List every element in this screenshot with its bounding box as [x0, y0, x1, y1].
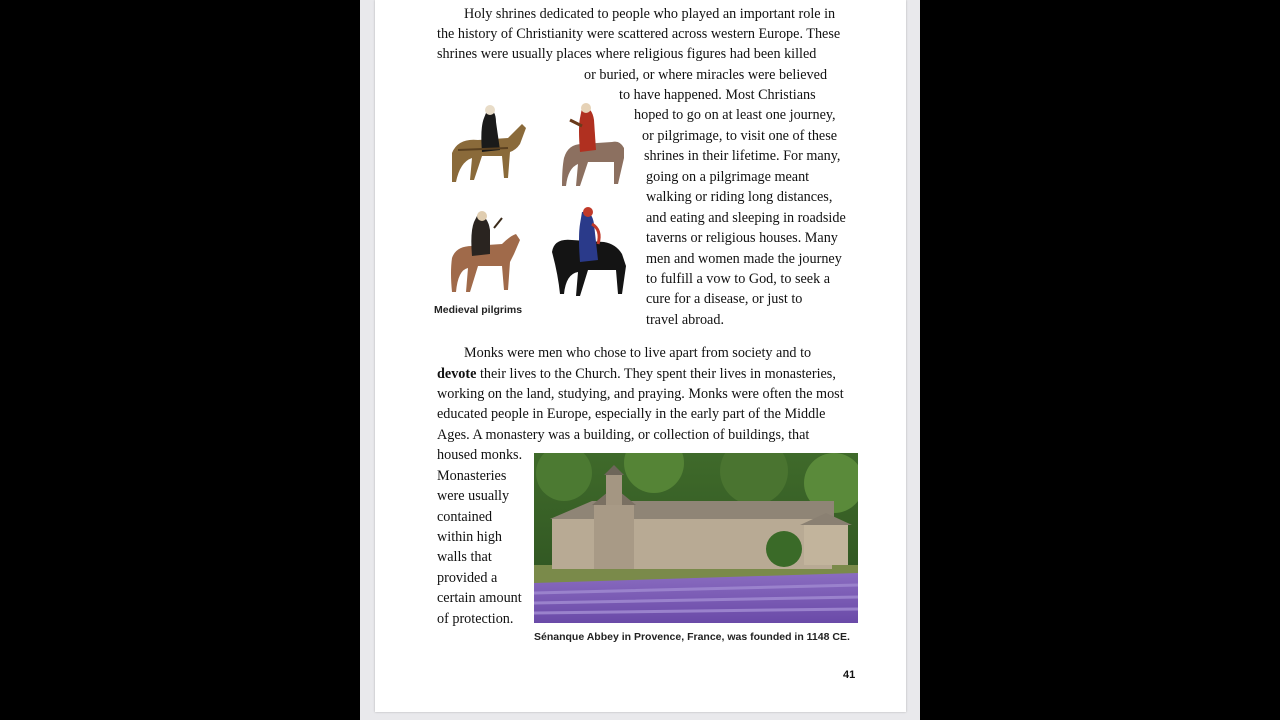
paragraph-2-line-text: their lives to the Church. They spent their lives in monasteries,	[476, 366, 836, 382]
paragraph-1-line: the history of Christianity were scattered across western Europe. These	[437, 26, 841, 42]
abbey-photo	[534, 453, 858, 623]
page-number: 41	[843, 669, 856, 681]
paragraph-2-line: of protection.	[437, 611, 514, 627]
paragraph-2-line: contained	[437, 509, 493, 525]
paragraph-1-line: Holy shrines dedicated to people who played an important role in	[464, 6, 836, 22]
paragraph-1-line: or pilgrimage, to visit one of these	[642, 128, 838, 144]
paragraph-2-line: were usually	[437, 488, 510, 504]
paragraph-2-line: Ages. A monastery was a building, or collection of buildings, that	[437, 427, 810, 443]
paragraph-1-line: to have happened. Most Christians	[619, 87, 816, 103]
paragraph-1-line: going on a pilgrimage meant	[646, 169, 810, 185]
paragraph-1-line: and eating and sleeping in roadside	[646, 210, 846, 226]
abbey-caption: Sénanque Abbey in Provence, France, was founded in 1148 CE.	[534, 631, 850, 643]
paragraph-2-line: walls that	[437, 549, 492, 565]
paragraph-2-line: certain amount	[437, 590, 522, 606]
paragraph-1-line: to fulfill a vow to God, to seek a	[646, 271, 831, 287]
paragraph-1-line: taverns or religious houses. Many	[646, 230, 838, 246]
paragraph-1-line: hoped to go on at least one journey,	[634, 107, 836, 123]
paragraph-1-line: shrines were usually places where religious figures had been killed	[437, 46, 817, 62]
paragraph-1-line: men and women made the journey	[646, 251, 842, 267]
pilgrim-on-horse-illustration	[444, 208, 524, 294]
pilgrim-on-horse-illustration	[548, 204, 630, 298]
paragraph-1-line: shrines in their lifetime. For many,	[644, 148, 841, 164]
paragraph-2-line: Monks were men who chose to live apart from society and to	[464, 345, 812, 361]
paragraph-2-line: educated people in Europe, especially in the early part of the Middle	[437, 406, 826, 422]
paragraph-2-line: housed monks.	[437, 447, 523, 463]
paragraph-1-line: cure for a disease, or just to	[646, 291, 803, 307]
vocabulary-word-devote: devote	[437, 366, 477, 382]
paragraph-1-line: walking or riding long distances,	[646, 189, 833, 205]
pilgrim-on-horse-illustration	[552, 98, 632, 190]
paragraph-1-line: or buried, or where miracles were believed	[584, 67, 828, 83]
paragraph-2-line: Monasteries	[437, 468, 507, 484]
pilgrim-on-horse-illustration	[438, 98, 530, 190]
pilgrims-caption: Medieval pilgrims	[434, 304, 523, 316]
paragraph-1-line: travel abroad.	[646, 312, 724, 328]
paragraph-2-line: working on the land, studying, and praying. Monks were often the most	[437, 386, 844, 402]
paragraph-2-line: provided a	[437, 570, 498, 586]
paragraph-2-line: within high	[437, 529, 503, 545]
paragraph-2-line	[437, 364, 836, 384]
